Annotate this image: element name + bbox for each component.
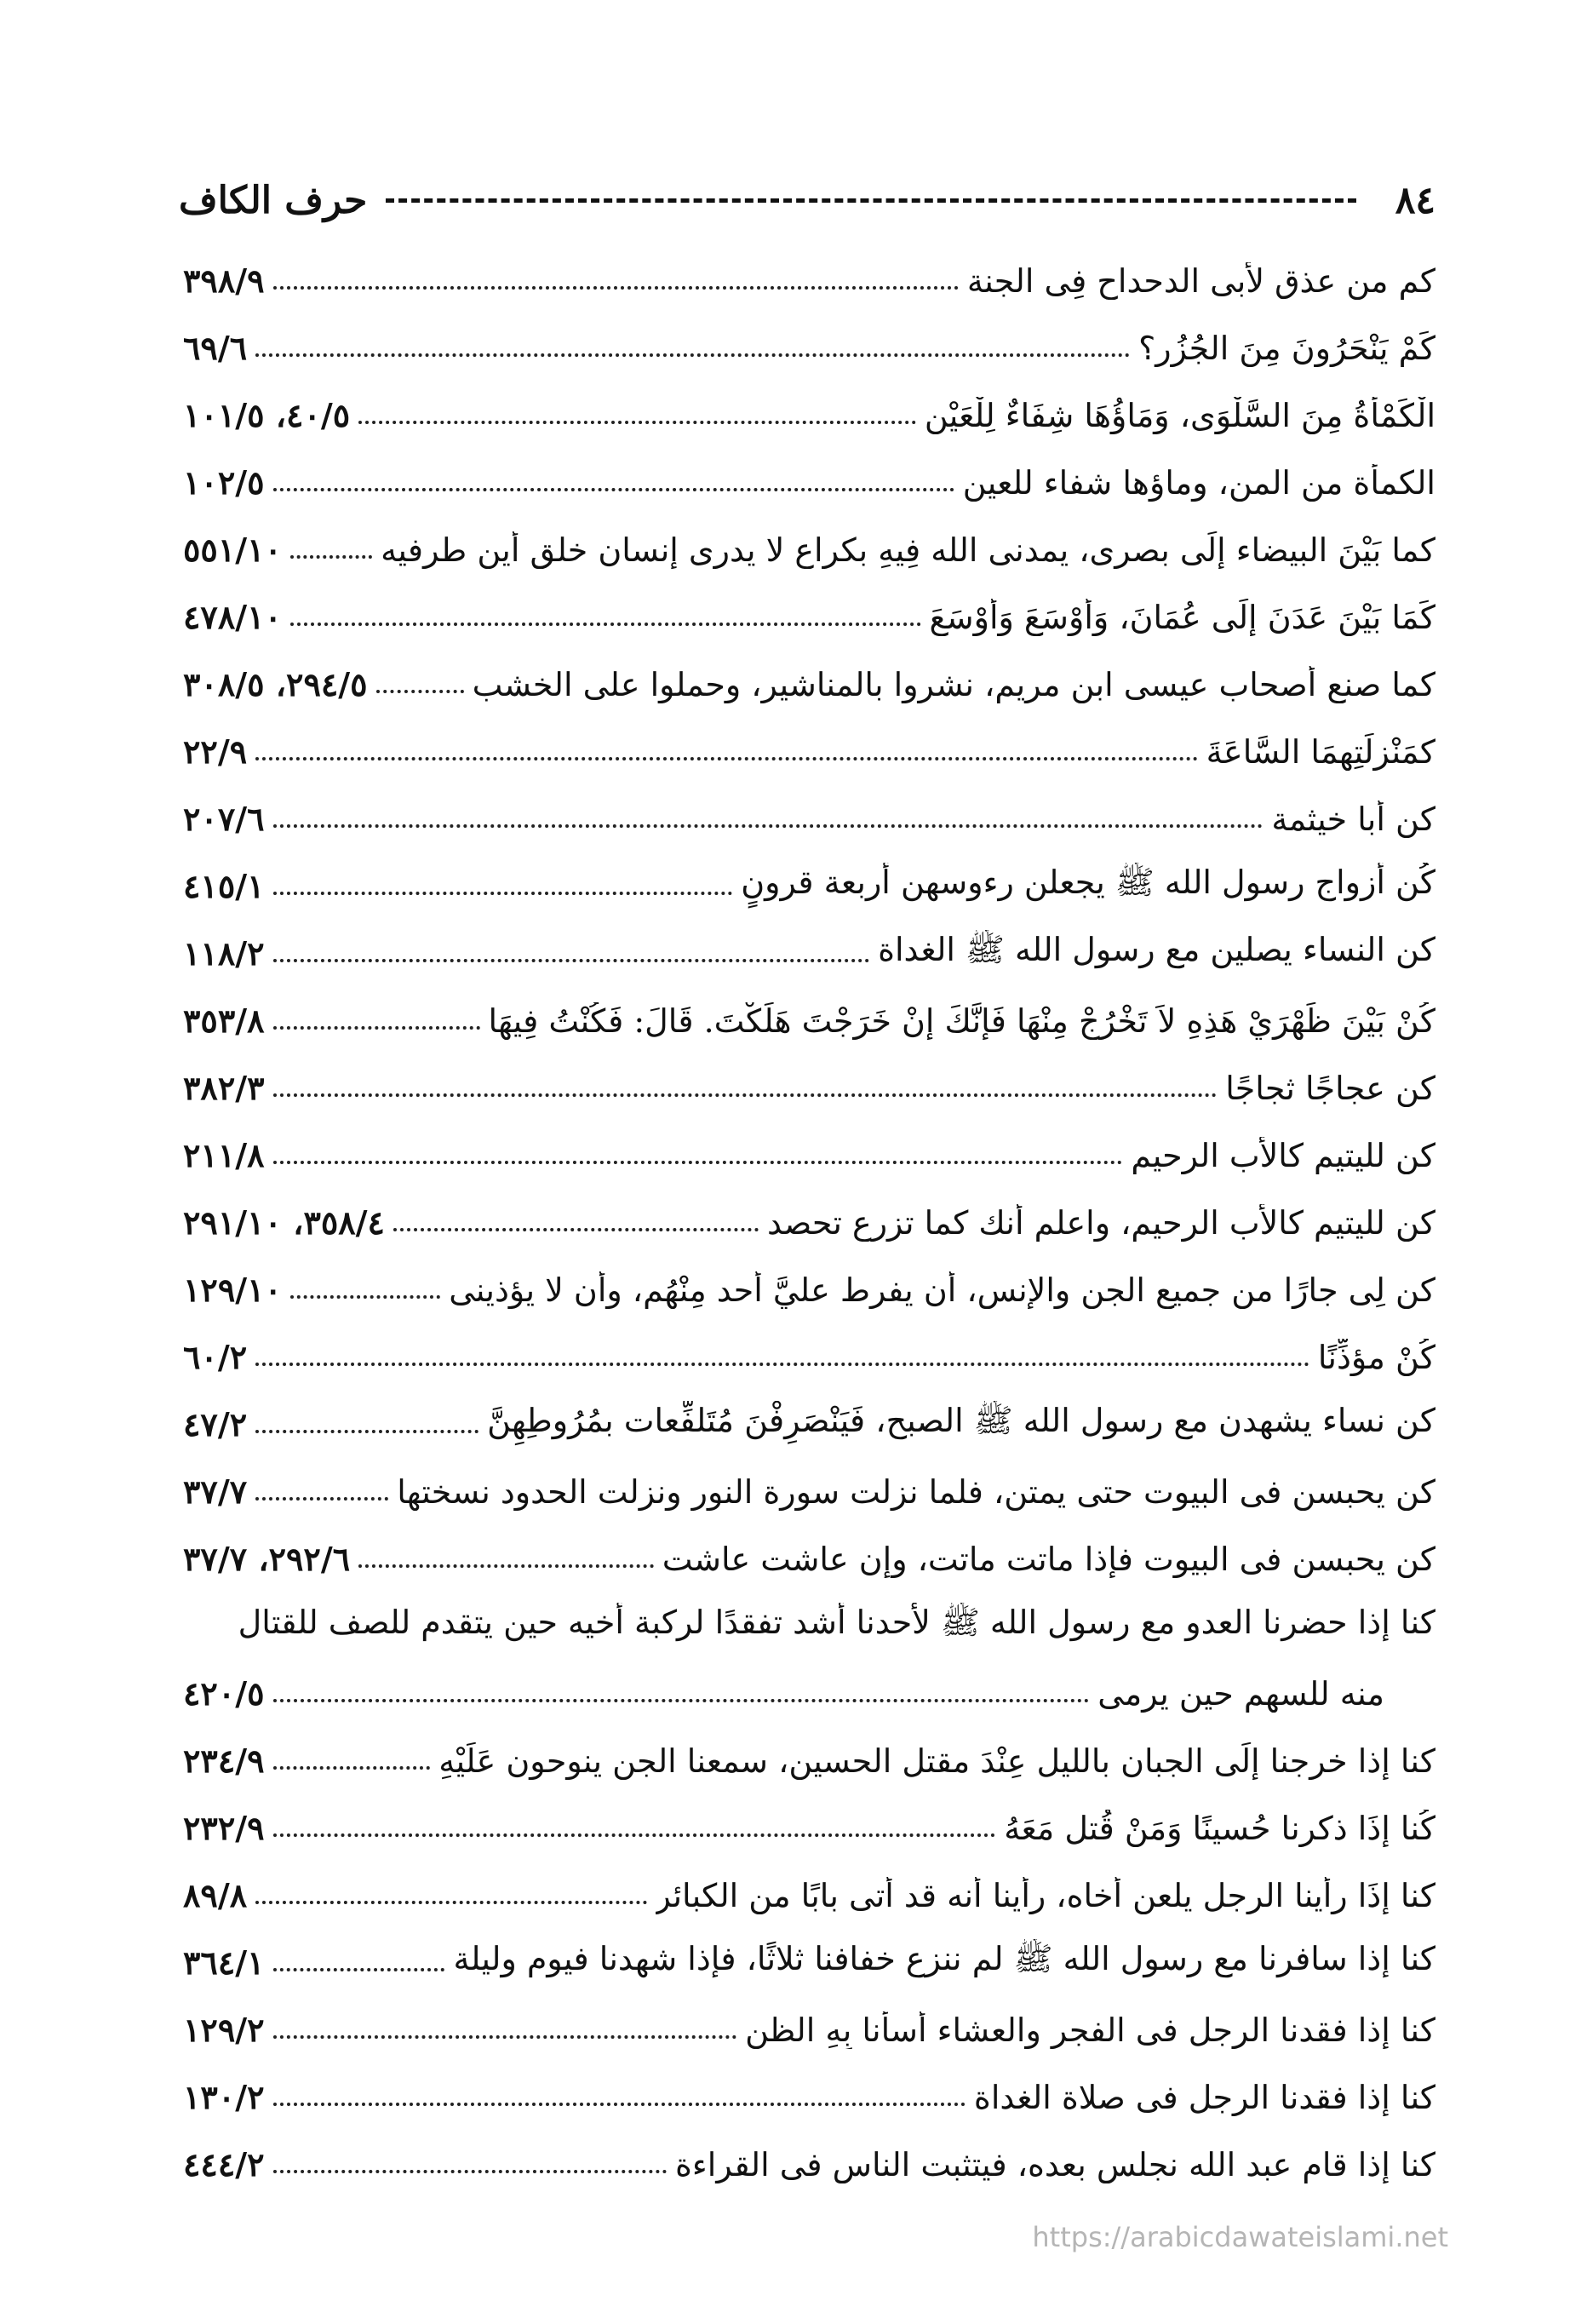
dot-leader xyxy=(273,286,959,290)
entry-reference: ٤٧٨/١٠ xyxy=(183,598,282,636)
entry-reference: ٨٩/٨ xyxy=(183,1876,248,1914)
index-entry xyxy=(183,516,1435,583)
dot-leader xyxy=(290,555,372,559)
index-entries xyxy=(183,247,1435,2198)
dot-leader xyxy=(273,1833,996,1837)
entry-reference: ٣٦٤/١ xyxy=(183,1943,265,1982)
entry-text: كَمَا بَيْنَ عَدَنَ إِلَى عُمَانَ، وَأَوْسَعَ وَأَوْسَعَ xyxy=(929,598,1435,636)
entry-reference: ٣٥٣/٨ xyxy=(183,1001,265,1040)
index-entry xyxy=(183,583,1435,651)
entry-text: كن يحبسن فى البيوت حتى يمتن، فلما نزلت سورة النور ونزلت الحدود نسختها xyxy=(397,1472,1435,1511)
dot-leader xyxy=(273,959,870,962)
index-entry xyxy=(183,785,1435,852)
entry-reference: ٣٨٢/٣ xyxy=(183,1069,265,1107)
index-entry xyxy=(183,1862,1435,1929)
index-entry xyxy=(183,1189,1435,1256)
index-entry xyxy=(183,1592,1435,1660)
index-entry xyxy=(183,382,1435,449)
entry-text: كما بَيْنَ البيضاء إِلَى بصرى، يمدنى الله فِيهِ بكراع لا يدرى إنسان خلق أين طرفيه xyxy=(381,531,1435,569)
dot-leader xyxy=(255,1430,478,1433)
dot-leader xyxy=(273,1968,445,1971)
dot-leader xyxy=(273,2170,667,2173)
dot-leader xyxy=(255,1497,388,1501)
entry-reference: ٢٣٤/٩ xyxy=(183,1742,265,1780)
entry-text: كن أبا خيثمة xyxy=(1271,800,1435,838)
entry-reference: ٥٥١/١٠ xyxy=(183,531,282,569)
entry-text: كنا إِذَا رأينا الرجل يلعن أخاه، رأينا أنه قد أتى بابًا من الكبائر xyxy=(655,1876,1435,1914)
index-entry xyxy=(183,1794,1435,1862)
dot-leader xyxy=(358,1564,654,1568)
entry-text: كُنْ مؤذِّنًا xyxy=(1317,1338,1435,1376)
entry-text: كُنْ بَيْنَ ظَهْرَيْ هَذِهِ لاَ تَخْرُجْ مِنْهَا فَإِنَّكَ إِنْ خَرَجْتَ هَلَكْتَ. قَالَ: فَكُنْتُ فِيهَا xyxy=(488,1001,1435,1040)
entry-reference: ٤١٥/١ xyxy=(183,867,265,905)
dot-leader xyxy=(273,2035,737,2039)
header-rule xyxy=(386,198,1355,203)
index-entry xyxy=(183,651,1435,718)
index-entry xyxy=(183,1122,1435,1189)
index-entry xyxy=(183,1727,1435,1794)
entry-reference: ٣٩٨/٩ xyxy=(183,261,265,300)
entry-text: كُنا إِذَا ذكرنا حُسينًا وَمَنْ قُتل مَعَهُ xyxy=(1004,1809,1435,1847)
entry-reference: ٢٣٢/٩ xyxy=(183,1809,265,1847)
entry-text: كنا إذا قام عبد الله نجلس بعده، فيتثبت الناس فى القراءة xyxy=(675,2145,1435,2183)
entry-reference: ٤٢٠/٥ xyxy=(183,1674,265,1713)
entry-reference: ١١٨/٢ xyxy=(183,934,265,973)
index-entry xyxy=(183,1391,1435,1458)
dot-leader xyxy=(255,353,1130,357)
entry-text: كن النساء يصلين مع رسول الله ﷺ الغداة xyxy=(878,931,1435,968)
entry-reference: ٢٩٢/٦، ٣٧/٧ xyxy=(183,1540,351,1578)
entry-text: كم من عذق لأبى الدحداح فِى الجنة xyxy=(966,261,1435,300)
entry-text: كُن أزواج رسول الله ﷺ يجعلن رءوسهن أربعة قرونٍ xyxy=(741,864,1435,901)
dot-leader xyxy=(376,690,464,693)
dot-leader xyxy=(273,892,733,895)
dot-leader xyxy=(290,1295,440,1299)
index-entry xyxy=(183,718,1435,785)
index-entry xyxy=(183,247,1435,314)
dot-leader xyxy=(273,824,1264,828)
index-entry xyxy=(183,2131,1435,2198)
entry-text: كن لِى جارًا من جميع الجن والإنس، أن يفرط عليَّ أحد مِنْهُم، وأن لا يؤذينى xyxy=(449,1271,1435,1309)
dot-leader xyxy=(273,2103,966,2106)
index-entry xyxy=(183,1996,1435,2063)
entry-reference: ١٢٩/٢ xyxy=(183,2011,265,2049)
index-entry xyxy=(183,314,1435,382)
dot-leader xyxy=(255,1901,646,1904)
dot-leader xyxy=(273,1026,480,1030)
entry-text: كمَنْزِلَتِهِمَا السَّاعَةَ xyxy=(1206,732,1435,771)
entry-text: كما صنع أصحاب عيسى ابن مريم، نشروا بالمناشير، وحملوا على الخشب xyxy=(472,665,1435,703)
entry-reference: ١٣٠/٢ xyxy=(183,2078,265,2116)
index-entry-continuation xyxy=(183,1660,1435,1727)
dot-leader xyxy=(255,757,1198,760)
entry-text: كَمْ يَنْحَرُونَ مِنَ الجُزُرِ؟ xyxy=(1138,329,1435,367)
dot-leader xyxy=(358,421,916,424)
entry-text: كنا إذا سافرنا مع رسول الله ﷺ لم ننزع خفافنا ثلاثًا، فإذا شهدنا فيوم وليلة xyxy=(453,1940,1435,1977)
entry-text: كن عجاجًا ثجاجًا xyxy=(1225,1069,1435,1107)
entry-reference: ٤٠/٥، ١٠١/٥ xyxy=(183,396,351,434)
dot-leader xyxy=(273,1161,1123,1164)
entry-reference: ١٢٩/١٠ xyxy=(183,1271,282,1309)
entry-reference: ١٠٢/٥ xyxy=(183,463,265,502)
index-entry xyxy=(183,1929,1435,1996)
entry-text: كنا إذا خرجنا إِلَى الجبان بالليل عِنْدَ مقتل الحسين، سمعنا الجن ينوحون عَلَيْهِ xyxy=(438,1742,1435,1780)
dot-leader xyxy=(273,488,954,491)
entry-text: كن نساء يشهدن مع رسول الله ﷺ الصبح، فَيَنْصَرِفْنَ مُتَلفِّعات بمُرُوطِهِنَّ xyxy=(487,1402,1435,1439)
dot-leader xyxy=(273,1699,1090,1702)
index-entry xyxy=(183,1458,1435,1525)
index-entry xyxy=(183,1525,1435,1592)
index-entry xyxy=(183,1054,1435,1122)
entry-text: كنا إذا فقدنا الرجل فى صلاة الغداة xyxy=(973,2078,1435,2116)
dot-leader xyxy=(290,623,921,626)
entry-reference: ٦٠/٢ xyxy=(183,1338,248,1376)
entry-text: كنا إذا فقدنا الرجل فى الفجر والعشاء أسأنا بِهِ الظن xyxy=(745,2011,1435,2049)
entry-reference: ٤٧/٢ xyxy=(183,1405,248,1443)
index-entry xyxy=(183,852,1435,920)
index-entry xyxy=(183,2063,1435,2131)
entry-text: الْكَمْأَةُ مِنَ السَّلْوَى، وَمَاؤُهَا شِفَاءٌ لِلْعَيْنِ xyxy=(924,396,1435,434)
entry-text: كن لليتيم كالأب الرحيم، واعلم أنك كما تزرع تحصد xyxy=(766,1203,1435,1242)
entry-reference: ٢٠٧/٦ xyxy=(183,800,265,838)
index-entry xyxy=(183,920,1435,987)
dot-leader xyxy=(393,1228,759,1231)
index-entry xyxy=(183,1256,1435,1323)
dot-leader xyxy=(255,1363,1309,1366)
entry-reference: ٣٧/٧ xyxy=(183,1472,248,1511)
chapter-title: حرف الكاف xyxy=(179,178,368,222)
page-number: ٨٤ xyxy=(1395,178,1435,222)
entry-reference: ٢١١/٨ xyxy=(183,1136,265,1174)
page-header xyxy=(179,170,1435,230)
entry-reference: ٢٩٤/٥، ٣٠٨/٥ xyxy=(183,665,368,703)
entry-text: الكمأة من المن، وماؤها شفاء للعين xyxy=(962,463,1435,502)
watermark-url: https://arabicdawateislami.net xyxy=(1032,2221,1448,2253)
entry-text: منه للسهم حين يرمى xyxy=(1097,1674,1384,1713)
entry-text: كن يحبسن فى البيوت فإذا ماتت ماتت، وإن عاشت عاشت xyxy=(662,1540,1435,1578)
entry-reference: ٦٩/٦ xyxy=(183,329,248,367)
index-entry xyxy=(183,987,1435,1054)
dot-leader xyxy=(273,1093,1218,1097)
entry-text: كنا إذا حضرنا العدو مع رسول الله ﷺ لأحدنا أشد تفقدًا لركبة أخيه حين يتقدم للصف للقتال xyxy=(238,1604,1435,1641)
index-entry xyxy=(183,449,1435,516)
index-entry xyxy=(183,1323,1435,1391)
dot-leader xyxy=(273,1766,431,1770)
entry-text: كن لليتيم كالأب الرحيم xyxy=(1131,1136,1435,1174)
entry-reference: ٤٤٤/٢ xyxy=(183,2145,265,2183)
entry-reference: ٢٢/٩ xyxy=(183,732,248,771)
entry-reference: ٣٥٨/٤، ٢٩١/١٠ xyxy=(183,1203,385,1242)
